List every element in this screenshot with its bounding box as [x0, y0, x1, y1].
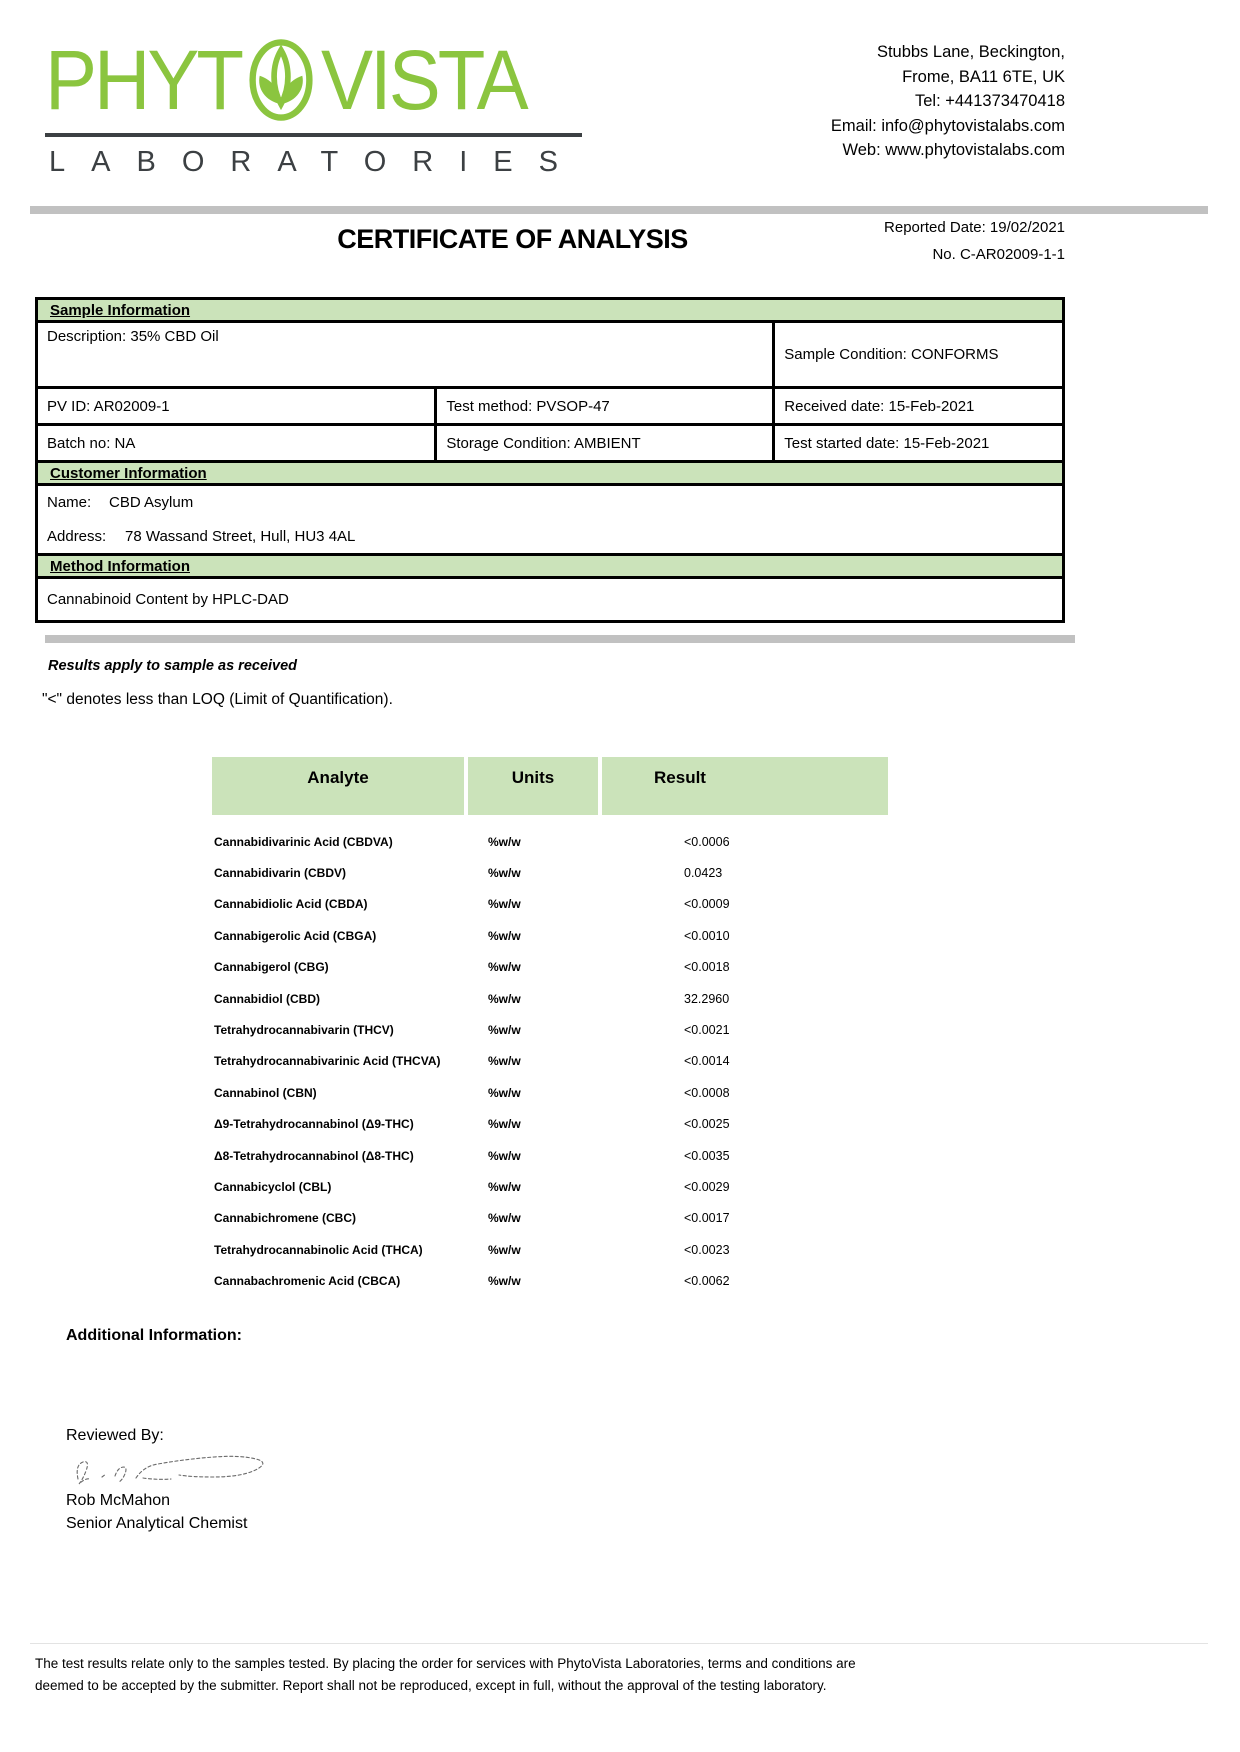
- section-header-customer: [38, 463, 1062, 486]
- customer-name-label: Name:: [47, 494, 92, 511]
- report-number: No. C-AR02009-1-1: [932, 246, 1065, 263]
- contact-block: [831, 40, 1065, 163]
- table-row: [212, 1234, 888, 1265]
- logo: [45, 32, 585, 179]
- result-cell: <0.0018: [684, 960, 730, 975]
- units-cell: %w/w: [488, 897, 521, 912]
- units-cell: %w/w: [488, 1242, 521, 1257]
- units-cell: %w/w: [488, 1274, 521, 1289]
- web-line: Web: www.phytovistalabs.com: [842, 141, 1065, 159]
- analyte-cell: Cannabigerol (CBG): [214, 960, 329, 975]
- result-cell: <0.0014: [684, 1054, 730, 1069]
- logo-subtitle: LABORATORIES: [49, 146, 584, 178]
- units-cell: %w/w: [488, 834, 521, 849]
- table-row: [212, 857, 888, 888]
- result-cell: <0.0029: [684, 1179, 730, 1194]
- section-title-method: Method Information: [50, 558, 190, 575]
- address-line-2: Frome, BA11 6TE, UK: [902, 67, 1065, 86]
- logo-text-vista: VISTA: [321, 32, 526, 128]
- additional-info-label: Additional Information:: [66, 1327, 242, 1344]
- result-cell: <0.0025: [684, 1117, 730, 1132]
- result-cell: <0.0017: [684, 1211, 730, 1226]
- result-cell: <0.0021: [684, 1023, 730, 1038]
- analyte-cell: Cannabinol (CBN): [214, 1085, 317, 1100]
- customer-address-value: 78 Wassand Street, Hull, HU3 4AL: [125, 528, 356, 545]
- reviewer-title: Senior Analytical Chemist: [66, 1515, 248, 1532]
- address-line-1: Stubbs Lane, Beckington,: [876, 43, 1065, 61]
- customer-name-value: CBD Asylum: [109, 494, 194, 511]
- table-shadow-bar: [45, 635, 1075, 643]
- logo-wordmark: [45, 32, 585, 128]
- customer-address-label: Address:: [47, 528, 107, 545]
- footer-line-1: The test results relate only to the samples tested. By placing the order for services with PhytoVista Laboratories, terms and conditions are: [35, 1656, 856, 1671]
- footer-text: [35, 1653, 1165, 1697]
- description-cell: Description: 35% CBD Oil: [38, 323, 775, 386]
- test-method-cell: Test method: PVSOP-47: [437, 389, 775, 423]
- units-cell: %w/w: [488, 866, 521, 881]
- reviewed-by-label: Reviewed By:: [66, 1427, 164, 1444]
- section-header-method: [38, 556, 1062, 579]
- result-cell: 0.0423: [684, 866, 723, 881]
- table-row: [212, 889, 888, 920]
- units-header: Units: [468, 757, 598, 815]
- table-row: [212, 826, 888, 857]
- customer-address-line: [47, 528, 1062, 545]
- test-started-cell: Test started date: 15-Feb-2021: [784, 434, 990, 452]
- analyte-cell: Cannabidivarinic Acid (CBDVA): [214, 834, 393, 849]
- units-cell: %w/w: [488, 1023, 521, 1038]
- section-title-customer: Customer Information: [50, 465, 207, 482]
- units-cell: %w/w: [488, 1148, 521, 1163]
- analyte-cell: Δ9-Tetrahydrocannabinol (Δ9-THC): [214, 1117, 414, 1132]
- units-cell: %w/w: [488, 1117, 521, 1132]
- logo-text-phyt: PHYT: [45, 32, 242, 128]
- units-cell: %w/w: [488, 1054, 521, 1069]
- table-row: [212, 952, 888, 983]
- sample-condition-cell: Sample Condition: CONFORMS: [784, 346, 999, 363]
- method-cell: Cannabinoid Content by HPLC-DAD: [47, 591, 289, 608]
- phone-line: Tel: +441373470418: [914, 92, 1065, 110]
- analyte-cell: Cannabigerolic Acid (CBGA): [214, 928, 377, 943]
- result-cell: <0.0008: [684, 1085, 730, 1100]
- table-row: [212, 1203, 888, 1234]
- footer-divider: [30, 1643, 1208, 1644]
- section-title-sample: Sample Information: [50, 302, 191, 319]
- analyte-cell: Tetrahydrocannabivarinic Acid (THCVA): [214, 1054, 441, 1069]
- table-row: [212, 1265, 888, 1296]
- result-cell: <0.0035: [684, 1148, 730, 1163]
- analyte-header: Analyte: [212, 757, 464, 815]
- results-table: [212, 757, 888, 1297]
- analyte-cell: Cannabicyclol (CBL): [214, 1179, 332, 1194]
- note-loq: "<" denotes less than LOQ (Limit of Quantification).: [42, 691, 393, 708]
- analyte-cell: Δ8-Tetrahydrocannabinol (Δ8-THC): [214, 1148, 414, 1163]
- table-row: [212, 1077, 888, 1108]
- table-row: [212, 1014, 888, 1045]
- analyte-cell: Cannabachromenic Acid (CBCA): [214, 1274, 401, 1289]
- leaf-icon: [245, 36, 317, 124]
- analyte-cell: Cannabichromene (CBC): [214, 1211, 357, 1226]
- units-cell: %w/w: [488, 1179, 521, 1194]
- units-cell: %w/w: [488, 1085, 521, 1100]
- table-row: [212, 1171, 888, 1202]
- sample-row-batch: [38, 426, 1062, 463]
- batch-no-cell: Batch no: NA: [38, 426, 437, 460]
- received-date-cell: Received date: 15-Feb-2021: [784, 397, 975, 415]
- result-cell: <0.0062: [684, 1274, 730, 1289]
- reported-date: Reported Date: 19/02/2021: [884, 219, 1065, 236]
- result-cell: <0.0023: [684, 1242, 730, 1257]
- reviewer-name: Rob McMahon: [66, 1492, 171, 1509]
- analyte-cell: Cannabidivarin (CBDV): [214, 866, 347, 881]
- result-cell: 32.2960: [684, 991, 730, 1006]
- analyte-cell: Tetrahydrocannabivarin (THCV): [214, 1023, 394, 1038]
- note-sample-received: Results apply to sample as received: [48, 658, 298, 674]
- results-table-header: [212, 757, 888, 815]
- page-title: CERTIFICATE OF ANALYSIS: [337, 224, 688, 254]
- pv-id-cell: PV ID: AR02009-1: [38, 389, 437, 423]
- logo-divider: [45, 133, 582, 137]
- report-meta: [884, 214, 1065, 268]
- email-line: Email: info@phytovistalabs.com: [830, 116, 1065, 135]
- units-cell: %w/w: [488, 1211, 521, 1226]
- units-cell: %w/w: [488, 928, 521, 943]
- results-table-body: [212, 826, 888, 1297]
- result-cell: <0.0006: [684, 834, 730, 849]
- footer-line-2: deemed to be accepted by the submitter. Report shall not be reproduced, except in full, without the approval of the testing laboratory.: [35, 1678, 827, 1693]
- result-header: Result: [602, 757, 888, 815]
- table-row: [212, 920, 888, 951]
- units-cell: %w/w: [488, 960, 521, 975]
- result-cell: <0.0009: [684, 897, 730, 912]
- units-cell: %w/w: [488, 991, 521, 1006]
- signature-image: [68, 1447, 283, 1493]
- info-table: [35, 297, 1065, 623]
- analyte-cell: Cannabidiol (CBD): [214, 991, 320, 1006]
- customer-info-cell: [38, 486, 1062, 556]
- sample-row-description: [38, 323, 1062, 389]
- analyte-cell: Cannabidiolic Acid (CBDA): [214, 897, 368, 912]
- storage-condition-cell: Storage Condition: AMBIENT: [437, 426, 775, 460]
- table-row: [212, 1046, 888, 1077]
- analyte-cell: Tetrahydrocannabinolic Acid (THCA): [214, 1242, 423, 1257]
- table-row: [212, 1109, 888, 1140]
- table-row: [212, 1140, 888, 1171]
- sample-row-ids: [38, 389, 1062, 426]
- customer-name-line: [47, 494, 1062, 511]
- result-cell: <0.0010: [684, 928, 730, 943]
- table-row: [212, 983, 888, 1014]
- header-separator-bar: [30, 206, 1208, 214]
- section-header-sample: [38, 300, 1062, 323]
